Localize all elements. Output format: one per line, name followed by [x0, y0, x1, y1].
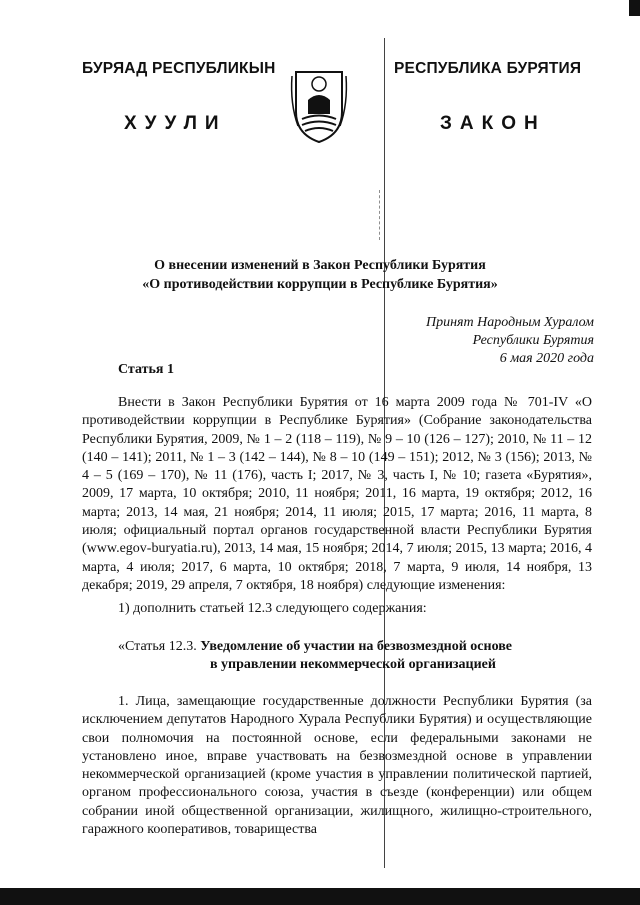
statute-heading-line-1: [118, 638, 598, 656]
article-paragraph-3: 1. Лица, замещающие государственные должности Республики Бурятия (за исключением депутатов Народного Хурала Республики Бурятия) и осуществляющие свои полномочия на постоянной основе, если федеральными законами не установлено иное, вправе участвовать на безвозмездной основе в управлении некоммерческой организацией (кроме участия в управлении политической партией, органом профессионального союза, участия в съезде (конференции) или общем собрании иной общественной организации, жилищного, жилищно-строительного, гаражного кооперативов, товарищества: [82, 694, 592, 838]
statute-title-2: в управлении некоммерческой организацией: [210, 657, 496, 672]
article-heading: Статья 1: [118, 362, 174, 377]
statute-title-1: Уведомление об участии на безвозмездной основе: [200, 639, 513, 654]
scan-edge-mark: [629, 0, 640, 16]
statute-label: «Статья 12.3.: [118, 639, 197, 654]
adoption-line-1: Принят Народным Хуралом: [425, 315, 594, 330]
scan-fold-line-secondary: [379, 190, 380, 240]
adoption-note: [426, 314, 594, 368]
adoption-line-2: Республики Бурятия: [472, 333, 594, 348]
article-paragraph-1: Внести в Закон Республики Бурятия от 16 марта 2009 года № 701-IV «О противодействии коррупции в Республике Бурятия» (Собрание законодательства Республики Бурятия, 2009, № 1 – 2 (118 – 119), № 9 – 10 (126 – 127); 2010, № 11 – 12 (140 – 141); 2011, № 1 – 3 (142 – 144), № 8 – 10 (149 – 151); 2012, № 3 (156); 2013, № 4 – 5 (169 – 170), № 11 (176), часть I; 2017, № 3, часть I, № 10; газета «Бурятия», 2009, 17 марта, 10 октября; 2010, 11 ноября; 2011, 16 марта, 19 октября; 2012, 16 марта; 2013, 14 мая, 21 ноября; 2014, 11 июля; 2015, 17 марта; 2016, 11 марта, 8 июля; официальный портал органов государственной власти Республики Бурятия (www.egov-buryatia.ru), 2013, 14 мая, 15 ноября; 2014, 7 июля; 2015, 13 марта; 2016, 4 марта, 4 июля; 2017, 6 марта, 10 октября; 2018, 7 марта, 9 июля, 14 ноября, 13 декабря; 2019, 29 апреля, 7 октября, 18 ноября) следующие изменения:: [82, 395, 592, 593]
document-title-line-2: «О противодействии коррупции в Республике Бурятия»: [142, 277, 498, 292]
document-title-line-1: О внесении изменений в Закон Республики Бурятия: [154, 258, 486, 273]
header-right-title: РЕСПУБЛИКА БУРЯТИЯ: [394, 60, 582, 77]
header-left-title: БУРЯАД РЕСПУБЛИКЫН: [82, 60, 276, 77]
header-left-word: ХУУЛИ: [124, 113, 227, 134]
adoption-date: 6 мая 2020 года: [499, 351, 594, 366]
scan-bottom-edge: [0, 888, 640, 905]
article-paragraph-2: 1) дополнить статьей 12.3 следующего содержания:: [118, 601, 427, 616]
header-right-word: ЗАКОН: [440, 113, 546, 134]
coat-of-arms-emblem-icon: [288, 64, 350, 144]
